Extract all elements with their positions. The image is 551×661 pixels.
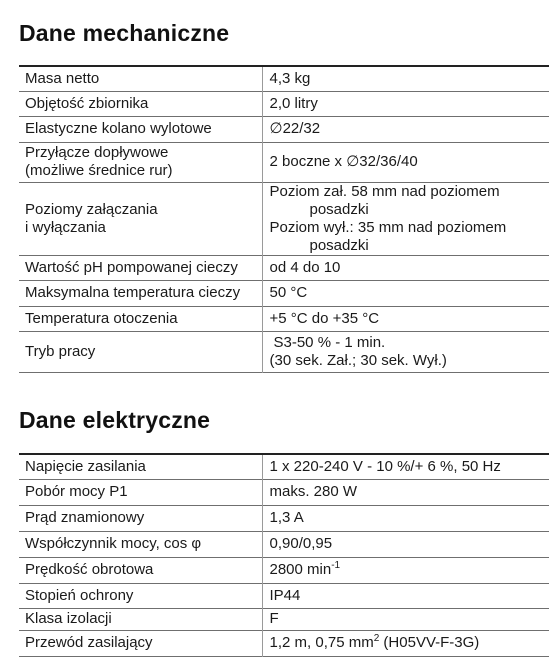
table-row	[19, 306, 549, 331]
row-value: 0,90/0,95	[262, 531, 549, 557]
row-value: od 4 do 10	[262, 255, 549, 280]
row-value: 1,2 m, 0,75 $mm^2$ (H05VV-F-3G)	[262, 630, 549, 656]
row-value: 50 °C	[262, 280, 549, 306]
row-label: Współczynnik mocy, cos φ	[25, 535, 202, 552]
section-title-electrical: Dane elektryczne	[19, 407, 211, 433]
table-row	[19, 142, 549, 182]
row-value: IP44	[262, 583, 549, 608]
row-label: Stopień ochrony	[25, 586, 134, 604]
row-label: Przewód zasilający	[25, 634, 153, 651]
row-label: Prędkość obrotowa	[25, 561, 154, 578]
row-label: Elastyczne kolano wylotowe	[25, 120, 212, 137]
table-row	[19, 66, 549, 91]
row-label: Masa netto	[25, 69, 100, 87]
row-label: Objętość zbiornika	[25, 94, 149, 112]
row-label: Klasa izolacji	[25, 610, 112, 627]
row-value: ∅22/32	[262, 116, 549, 142]
row-value: 2 boczne x ∅32/36/40	[262, 142, 549, 182]
row-value: 2,0 litry	[262, 91, 549, 116]
row-label: Przyłącze dopływowe (możliwe średnice rur)	[25, 144, 173, 179]
table-row	[19, 280, 549, 306]
mechanical-data-table	[19, 65, 549, 373]
row-value: 1 x 220-240 V - 10 %/+ 6 %, 50 Hz	[262, 454, 549, 479]
row-value: Poziom zał. 58 mm nad poziomem posadzki Poziom wył.: 35 mm nad poziomem posadzki	[262, 182, 549, 255]
table-row	[19, 608, 549, 630]
table-row	[19, 479, 549, 505]
table-row	[19, 182, 549, 255]
row-label: Prąd znamionowy	[25, 509, 145, 526]
row-value: S3-50 % - 1 min. (30 sek. Zał.; 30 sek. Wył.)	[262, 331, 549, 372]
row-label: Wartość pH pompowanej cieczy	[25, 258, 238, 276]
row-label: Temperatura otoczenia	[25, 309, 178, 327]
table-row	[19, 116, 549, 142]
table-row	[19, 91, 549, 116]
table-row	[19, 454, 549, 479]
row-label: Tryb pracy	[25, 342, 96, 360]
table-row	[19, 531, 549, 557]
row-value: 2800 $\min^{-1}$	[262, 557, 549, 583]
table-row	[19, 331, 549, 372]
row-label: Poziomy załączania i wyłączania	[25, 200, 158, 236]
table-row	[19, 505, 549, 531]
row-label: Maksymalna temperatura cieczy	[25, 284, 241, 301]
row-value: +5 °C do +35 °C	[262, 306, 549, 331]
table-row	[19, 630, 549, 656]
row-label: Napięcie zasilania	[25, 457, 146, 475]
table-row	[19, 557, 549, 583]
row-value: F	[262, 608, 549, 630]
row-value: maks. 280 W	[262, 479, 549, 505]
table-row	[19, 583, 549, 608]
row-value: 4,3 kg	[262, 66, 549, 91]
row-value: 1,3 A	[262, 505, 549, 531]
electrical-data-table	[19, 453, 549, 657]
table-row	[19, 255, 549, 280]
section-title-mechanical: Dane mechaniczne	[19, 20, 230, 46]
row-label: Pobór mocy P1	[25, 483, 128, 500]
